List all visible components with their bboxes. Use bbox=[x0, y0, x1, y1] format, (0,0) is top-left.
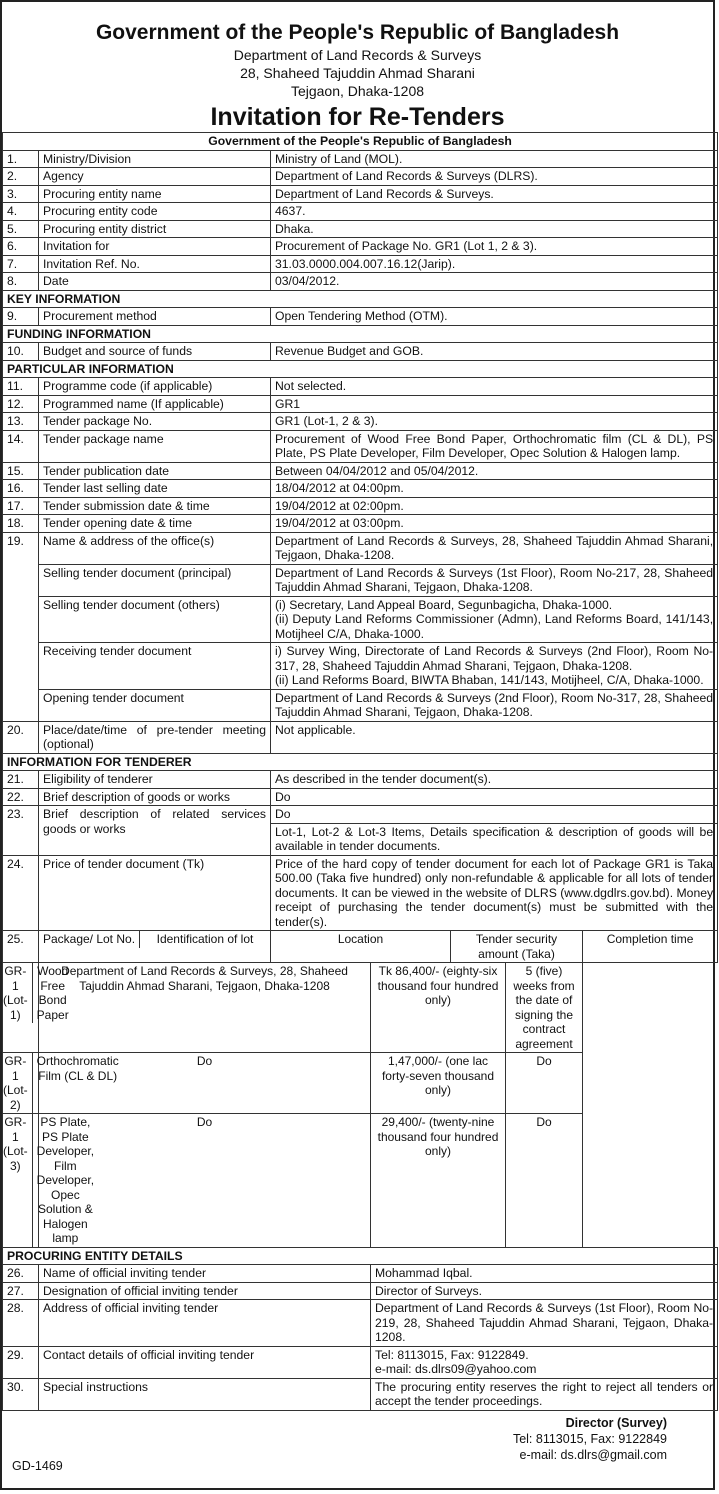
table-row bbox=[3, 1346, 718, 1378]
lot-header-completion: Completion time bbox=[583, 931, 718, 963]
row-number: 16. bbox=[3, 480, 39, 498]
row-number: 14. bbox=[3, 430, 39, 462]
row-value: Department of Land Records & Surveys (1st Floor), Room No-217, 28, Shaheed Tajuddin Ahmad Sharani, Tejgaon, Dhaka-1208. bbox=[271, 564, 718, 596]
lot-table-header bbox=[3, 931, 718, 963]
table-row bbox=[3, 643, 718, 690]
table-row bbox=[3, 771, 718, 789]
table-row bbox=[3, 413, 718, 431]
table-row bbox=[3, 1282, 718, 1300]
table-row bbox=[3, 308, 718, 326]
row-label: Selling tender document (principal) bbox=[39, 564, 271, 596]
section-key-information: KEY INFORMATION bbox=[3, 290, 718, 308]
signatory-phone: Tel: 8113015, Fax: 9122849 bbox=[512, 1431, 667, 1446]
row-label: Name of official inviting tender bbox=[39, 1265, 371, 1283]
tender-table bbox=[2, 132, 718, 1411]
row-number: 17. bbox=[3, 497, 39, 515]
row-number: 18. bbox=[3, 515, 39, 533]
row-value: As described in the tender document(s). bbox=[271, 771, 718, 789]
row-number: 6. bbox=[3, 238, 39, 256]
table-row bbox=[3, 564, 718, 596]
table-row bbox=[3, 788, 718, 806]
row-number: 25. bbox=[3, 931, 39, 963]
table-row bbox=[3, 1265, 718, 1283]
row-label: Tender submission date & time bbox=[39, 497, 271, 515]
row-value: Dhaka. bbox=[271, 220, 718, 238]
row-value: Procurement of Package No. GR1 (Lot 1, 2 & 3). bbox=[271, 238, 718, 256]
row-label: Selling tender document (others) bbox=[39, 596, 271, 643]
row-value-line: (i) Secretary, Land Appeal Board, Segunbagicha, Dhaka-1000. bbox=[275, 597, 613, 612]
lot-package-identification bbox=[3, 963, 69, 1053]
table-row bbox=[3, 430, 718, 462]
section-funding-information: FUNDING INFORMATION bbox=[3, 325, 718, 343]
table-row bbox=[3, 220, 718, 238]
lot-row bbox=[3, 963, 718, 1053]
row-label: Opening tender document bbox=[39, 689, 271, 721]
row-number: 22. bbox=[3, 788, 39, 806]
row-number: 21. bbox=[3, 771, 39, 789]
row-label: Date bbox=[39, 273, 271, 291]
row-number: 5. bbox=[3, 220, 39, 238]
lot-row bbox=[3, 1114, 718, 1248]
row-value: Director of Surveys. bbox=[371, 1282, 718, 1300]
row-value: GR1 (Lot-1, 2 & 3). bbox=[271, 413, 718, 431]
row-number: 1. bbox=[3, 150, 39, 168]
row-value bbox=[371, 1346, 718, 1378]
signatory-title: Director (Survey) bbox=[565, 1415, 667, 1430]
lot-header-cell bbox=[39, 931, 271, 963]
row-value: Lot-1, Lot-2 & Lot-3 Items, Details specification & description of goods will be available in tender documents. bbox=[271, 823, 718, 855]
lot-identification: Wood Free Bond Paper bbox=[36, 964, 69, 1022]
row-value bbox=[271, 643, 718, 690]
row-label: Name & address of the office(s) bbox=[39, 532, 271, 564]
table-row bbox=[3, 515, 718, 533]
table-row bbox=[3, 497, 718, 515]
table-row bbox=[3, 343, 718, 361]
row-number: 23. bbox=[3, 806, 39, 856]
row-label: Agency bbox=[39, 168, 271, 186]
lot-location: Do bbox=[39, 1053, 371, 1114]
row-label: Tender opening date & time bbox=[39, 515, 271, 533]
lot-header-security: Tender security amount (Taka) bbox=[451, 931, 583, 963]
row-number: 7. bbox=[3, 255, 39, 273]
signature-block bbox=[2, 1411, 713, 1477]
row-label: Designation of official inviting tender bbox=[39, 1282, 371, 1300]
lot-package-no: GR-1 (Lot-3) bbox=[3, 1114, 33, 1247]
lot-security: Tk 86,400/- (eighty-six thousand four hundred only) bbox=[371, 963, 506, 1053]
row-value: Mohammad Iqbal. bbox=[371, 1265, 718, 1283]
row-number: 8. bbox=[3, 273, 39, 291]
table-row bbox=[3, 1300, 718, 1347]
row-value: The procuring entity reserves the right to reject all tenders or accept the tender proceedings. bbox=[371, 1378, 718, 1410]
row-label: Contact details of official inviting tender bbox=[39, 1346, 371, 1378]
row-value: GR1 bbox=[271, 395, 718, 413]
row-label: Invitation Ref. No. bbox=[39, 255, 271, 273]
table-row bbox=[3, 855, 718, 931]
row-value: Do bbox=[271, 806, 718, 824]
row-label: Procurement method bbox=[39, 308, 271, 326]
row-label: Tender last selling date bbox=[39, 480, 271, 498]
row-value-line: (ii) Deputy Land Reforms Commissioner (Admn), Land Reforms Board, 141/143, Motijheel C/A, Dhaka-1000. bbox=[275, 612, 714, 641]
lot-location: Do bbox=[39, 1114, 371, 1248]
lot-row bbox=[3, 1053, 718, 1114]
row-label: Receiving tender document bbox=[39, 643, 271, 690]
row-label: Brief description of related services goods or works bbox=[39, 806, 271, 856]
row-value bbox=[271, 596, 718, 643]
lot-identification: PS Plate, PS Plate Developer, Film Developer, Opec Solution & Halogen lamp bbox=[36, 1115, 95, 1245]
table-row bbox=[3, 596, 718, 643]
table-row bbox=[3, 378, 718, 396]
row-label: Procuring entity district bbox=[39, 220, 271, 238]
row-value-line: i) Survey Wing, Directorate of Land Records & Surveys (2nd Floor), Room No-317, 28, Shaheed Tajuddin Ahmad Sharani, Tejgaon, Dhaka-1208. bbox=[275, 644, 714, 673]
row-value: Not selected. bbox=[271, 378, 718, 396]
notice-title: Invitation for Re-Tenders bbox=[210, 103, 505, 131]
row-label: Tender publication date bbox=[39, 462, 271, 480]
lot-header-location: Location bbox=[271, 931, 451, 963]
row-value: Ministry of Land (MOL). bbox=[271, 150, 718, 168]
table-row bbox=[3, 462, 718, 480]
table-row bbox=[3, 532, 718, 564]
row-number: 26. bbox=[3, 1265, 39, 1283]
table-row bbox=[3, 273, 718, 291]
table-row bbox=[3, 689, 718, 721]
row-label: Ministry/Division bbox=[39, 150, 271, 168]
table-row bbox=[3, 238, 718, 256]
row-label: Address of official inviting tender bbox=[39, 1300, 371, 1347]
row-label: Programmed name (If applicable) bbox=[39, 395, 271, 413]
row-number: 12. bbox=[3, 395, 39, 413]
row-value: Department of Land Records & Surveys, 28, Shaheed Tajuddin Ahmad Sharani, Tejgaon, Dhaka-1208. bbox=[271, 532, 718, 564]
row-value: Price of the hard copy of tender document for each lot of Package GR1 is Taka 500.00 (Taka five hundred) only non-refundable & applicable for all lots of tender documents. It can be viewed in the website of DLRS (www.dgdlrs.gov.bd). Money receipt of purchasing the tender document(s) must be submitted with the tender(s). bbox=[271, 855, 718, 931]
row-number: 2. bbox=[3, 168, 39, 186]
notice-header bbox=[2, 20, 713, 132]
row-number: 4. bbox=[3, 203, 39, 221]
row-value: 31.03.0000.004.007.16.12(Jarip). bbox=[271, 255, 718, 273]
table-row bbox=[3, 255, 718, 273]
address-line-2: Tejgaon, Dhaka-1208 bbox=[290, 83, 425, 99]
section-particular-information: PARTICULAR INFORMATION bbox=[3, 360, 718, 378]
row-value: Between 04/04/2012 and 05/04/2012. bbox=[271, 462, 718, 480]
row-value: Revenue Budget and GOB. bbox=[271, 343, 718, 361]
table-row bbox=[3, 150, 718, 168]
row-number: 13. bbox=[3, 413, 39, 431]
lot-package-identification bbox=[3, 1114, 95, 1248]
row-number: 28. bbox=[3, 1300, 39, 1347]
row-label: Procuring entity name bbox=[39, 185, 271, 203]
row-value: Department of Land Records & Surveys (1st Floor), Room No-219, 28, Shaheed Tajuddin Ahmad Sharani, Tejgaon, Dhaka-1208. bbox=[371, 1300, 718, 1347]
row-label: Brief description of goods or works bbox=[39, 788, 271, 806]
lot-package-no: GR-1 (Lot-1) bbox=[3, 963, 33, 1023]
row-number: 30. bbox=[3, 1378, 39, 1410]
row-value: Department of Land Records & Surveys. bbox=[271, 185, 718, 203]
lot-header-identification: Identification of lot bbox=[156, 932, 254, 946]
row-label: Tender package No. bbox=[39, 413, 271, 431]
row-number: 29. bbox=[3, 1346, 39, 1378]
lot-header-package: Package/ Lot No. bbox=[39, 931, 140, 948]
lot-security: 1,47,000/- (one lac forty-seven thousand only) bbox=[371, 1053, 506, 1114]
lot-identification: Orthochromatic Film (CL & DL) bbox=[36, 1054, 119, 1083]
table-row bbox=[3, 185, 718, 203]
lot-package-no: GR-1 (Lot-2) bbox=[3, 1053, 33, 1113]
notice-code: GD-1469 bbox=[12, 1458, 63, 1473]
lot-completion-time: Do bbox=[506, 1053, 583, 1114]
table-row bbox=[3, 168, 718, 186]
row-value: Do bbox=[271, 788, 718, 806]
lot-package-identification bbox=[3, 1053, 119, 1114]
row-value: 03/04/2012. bbox=[271, 273, 718, 291]
row-value: 19/04/2012 at 03:00pm. bbox=[271, 515, 718, 533]
row-value: Not applicable. bbox=[271, 721, 718, 753]
row-label: Budget and source of funds bbox=[39, 343, 271, 361]
row-value: Open Tendering Method (OTM). bbox=[271, 308, 718, 326]
row-label: Invitation for bbox=[39, 238, 271, 256]
row-value: 19/04/2012 at 02:00pm. bbox=[271, 497, 718, 515]
row-number: 24. bbox=[3, 855, 39, 931]
row-label: Tender package name bbox=[39, 430, 271, 462]
row-value: 4637. bbox=[271, 203, 718, 221]
row-label: Special instructions bbox=[39, 1378, 371, 1410]
row-number: 27. bbox=[3, 1282, 39, 1300]
table-row bbox=[3, 203, 718, 221]
table-row bbox=[3, 1378, 718, 1410]
row-number: 15. bbox=[3, 462, 39, 480]
row-label: Eligibility of tenderer bbox=[39, 771, 271, 789]
row-value: Department of Land Records & Surveys (DLRS). bbox=[271, 168, 718, 186]
row-label: Procuring entity code bbox=[39, 203, 271, 221]
row-value-line: (ii) Land Reforms Board, BIWTA Bhaban, 141/143, Motijheel, C/A, Dhaka-1000. bbox=[275, 673, 704, 687]
lot-completion-time: Do bbox=[506, 1114, 583, 1248]
row-label: Price of tender document (Tk) bbox=[39, 855, 271, 931]
lot-security: 29,400/- (twenty-nine thousand four hundred only) bbox=[371, 1114, 506, 1248]
row-number: 20. bbox=[3, 721, 39, 753]
row-number: 19. bbox=[3, 532, 39, 721]
row-number: 9. bbox=[3, 308, 39, 326]
government-title: Government of the People's Republic of Bangladesh bbox=[95, 21, 620, 44]
address-line-1: 28, Shaheed Tajuddin Ahmad Sharani bbox=[240, 65, 475, 81]
table-title: Government of the People's Republic of Bangladesh bbox=[3, 133, 718, 151]
contact-phone: Tel: 8113015, Fax: 9122849. bbox=[375, 1347, 529, 1362]
row-value: Procurement of Wood Free Bond Paper, Orthochromatic film (CL & DL), PS Plate, PS Plate Developer, Film Developer, Opec Solution & Halogen lamp. bbox=[271, 430, 718, 462]
section-information-for-tenderer: INFORMATION FOR TENDERER bbox=[3, 753, 718, 771]
row-number: 10. bbox=[3, 343, 39, 361]
row-label: Programme code (if applicable) bbox=[39, 378, 271, 396]
table-row bbox=[3, 395, 718, 413]
row-value: Department of Land Records & Surveys (2nd Floor), Room No-317, 28, Shaheed Tajuddin Ahmad Sharani, Tejgaon, Dhaka-1208. bbox=[271, 689, 718, 721]
lot-location: Department of Land Records & Surveys, 28, Shaheed Tajuddin Ahmad Sharani, Tejgaon, Dhaka-1208 bbox=[39, 963, 371, 1053]
table-row bbox=[3, 480, 718, 498]
section-procuring-entity-details: PROCURING ENTITY DETAILS bbox=[3, 1247, 718, 1265]
row-number: 11. bbox=[3, 378, 39, 396]
row-number: 3. bbox=[3, 185, 39, 203]
department-name: Department of Land Records & Surveys bbox=[233, 47, 482, 63]
row-value: 18/04/2012 at 04:00pm. bbox=[271, 480, 718, 498]
contact-email: e-mail: ds.dlrs09@yahoo.com bbox=[375, 1362, 537, 1376]
row-label: Place/date/time of pre-tender meeting (optional) bbox=[39, 721, 271, 753]
table-row bbox=[3, 806, 718, 824]
table-row bbox=[3, 721, 718, 753]
lot-completion-time: 5 (five) weeks from the date of signing the contract agreement bbox=[506, 963, 583, 1053]
signatory-email: e-mail: ds.dlrs@gmail.com bbox=[519, 1447, 667, 1462]
